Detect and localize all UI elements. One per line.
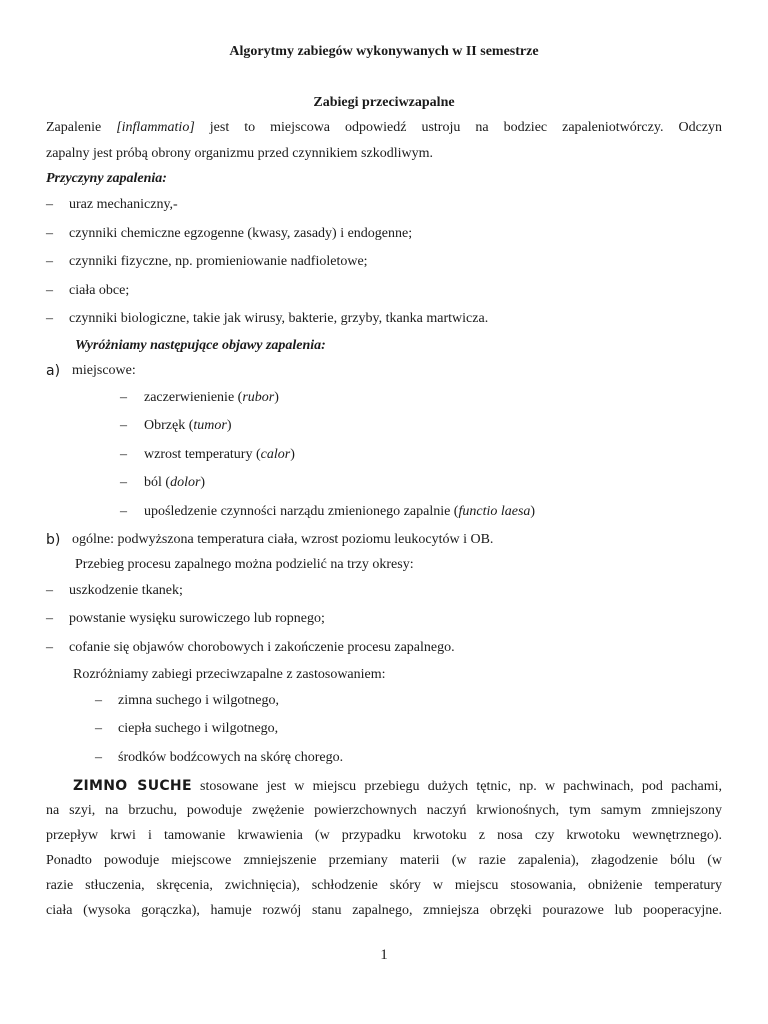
intro-text: Zapalenie <box>46 120 117 135</box>
local-symptom-item: ból (dolor) <box>144 475 206 490</box>
dash-bullet: – <box>46 254 53 269</box>
intro-line-1 <box>46 118 722 138</box>
list-marker-a: a) <box>46 363 61 379</box>
dash-bullet: – <box>46 583 53 598</box>
latin-term: [inflammatio] <box>116 120 195 135</box>
dash-bullet: – <box>95 721 102 736</box>
cold-line: na szyi, na brzuchu, powoduje zwężenie powierzchownych naczyń krwionośnych, tym samym zmniejszony <box>46 803 722 818</box>
dash-bullet: – <box>46 283 53 298</box>
dash-bullet: – <box>46 640 53 655</box>
dash-bullet: – <box>120 475 127 490</box>
course-item: uszkodzenie tkanek; <box>69 583 183 598</box>
course-item: powstanie wysięku surowiczego lub ropnego; <box>69 611 325 626</box>
treatments-intro: Rozróżniamy zabiegi przeciwzapalne z zastosowaniem: <box>73 667 386 682</box>
section-title: Zabiegi przeciwzapalne <box>313 95 455 110</box>
cold-term: ZIMNO SUCHE <box>73 778 192 794</box>
dash-bullet: – <box>46 611 53 626</box>
symptoms-heading: Wyróżniamy następujące objawy zapalenia: <box>75 338 326 353</box>
cause-item: uraz mechaniczny,- <box>69 197 178 212</box>
cold-line: ciała (wysoka gorączka), hamuje rozwój stanu zapalnego, zmniejsza obrzęki pourazowe lub pooperacyjne. <box>46 903 722 918</box>
dash-bullet: – <box>46 311 53 326</box>
dash-bullet: – <box>120 390 127 405</box>
intro-line-2: zapalny jest próbą obrony organizmu przed czynnikiem szkodliwym. <box>46 146 433 161</box>
cold-line-1: ZIMNO SUCHE stosowane jest w miejscu przebiegu dużych tętnic, np. w pachwinach, pod pachami, <box>73 778 722 794</box>
course-intro: Przebieg procesu zapalnego można podzielić na trzy okresy: <box>75 557 414 572</box>
cold-line: przepływ krwi i tamowanie krwawienia (w przypadku krwotoku z nosa czy krwotoku wewnętrznego). <box>46 828 722 843</box>
treatment-item: zimna suchego i wilgotnego, <box>118 693 279 708</box>
dash-bullet: – <box>46 226 53 241</box>
cause-item: czynniki fizyczne, np. promieniowanie nadfioletowe; <box>69 254 368 269</box>
dash-bullet: – <box>95 750 102 765</box>
dash-bullet: – <box>120 447 127 462</box>
cause-item: czynniki chemiczne egzogenne (kwasy, zasady) i endogenne; <box>69 226 413 241</box>
treatment-item: ciepła suchego i wilgotnego, <box>118 721 279 736</box>
dash-bullet: – <box>46 197 53 212</box>
intro-text-cont: jest to miejscowa odpowiedź ustroju na bodziec zapaleniotwórczy. Odczyn <box>194 120 722 135</box>
local-symptom-item: wzrost temperatury (calor) <box>144 447 295 462</box>
dash-bullet: – <box>120 418 127 433</box>
local-symptom-item: upośledzenie czynności narządu zmienionego zapalnie (functio laesa) <box>144 504 536 519</box>
cold-line: Ponadto powoduje miejscowe zmniejszenie przemiany materii (w razie zapalenia), złagodzenie bólu (w <box>46 853 722 868</box>
treatment-item: środków bodźcowych na skórę chorego. <box>118 750 344 765</box>
dash-bullet: – <box>120 504 127 519</box>
page-number: 1 <box>380 947 388 963</box>
local-symptom-item: Obrzęk (tumor) <box>144 418 232 433</box>
course-item: cofanie się objawów chorobowych i zakończenie procesu zapalnego. <box>69 640 455 655</box>
general-symptoms-text: ogólne: podwyższona temperatura ciała, wzrost poziomu leukocytów i OB. <box>72 532 494 547</box>
document-title: Algorytmy zabiegów wykonywanych w II semestrze <box>229 44 539 59</box>
local-symptom-item: zaczerwienienie (rubor) <box>144 390 279 405</box>
cause-item: ciała obce; <box>69 283 130 298</box>
local-symptoms-label: miejscowe: <box>72 363 136 378</box>
cause-item: czynniki biologiczne, takie jak wirusy, bakterie, grzyby, tkanka martwicza. <box>69 311 489 326</box>
cold-line: razie stłuczenia, skręcenia, zwichnięcia), schłodzenie skóry w miejscu stosowania, obniżenie temperatury <box>46 878 722 893</box>
dash-bullet: – <box>95 693 102 708</box>
list-marker-b: b) <box>46 532 61 548</box>
causes-heading: Przyczyny zapalenia: <box>46 171 167 186</box>
